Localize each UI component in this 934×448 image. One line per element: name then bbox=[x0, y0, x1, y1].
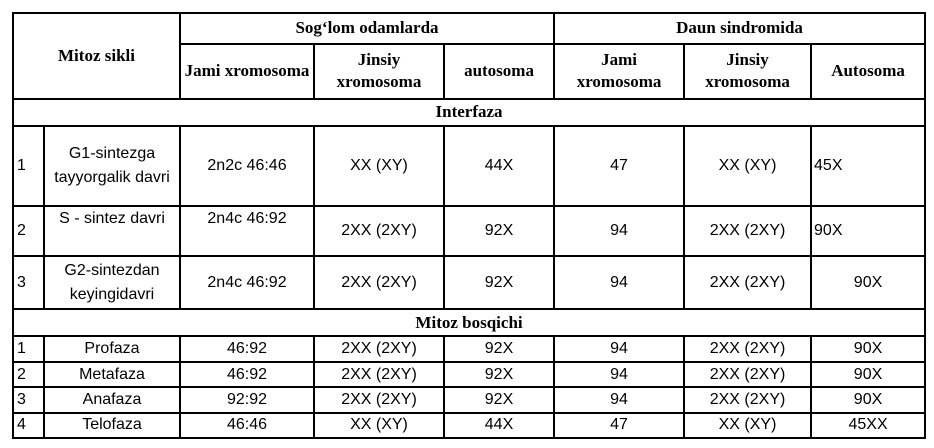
cell-sex: 2XX (2XY) bbox=[314, 336, 444, 361]
table-row bbox=[13, 256, 925, 309]
row-number: 3 bbox=[13, 256, 44, 309]
cell-down-total: 94 bbox=[554, 336, 684, 361]
cell-down-total: 94 bbox=[554, 206, 684, 256]
header-mitosis-cycle: Mitoz sikli bbox=[13, 13, 180, 99]
header-sex-chromosome-down: Jinsiy xromosoma bbox=[684, 44, 811, 99]
row-number: 1 bbox=[13, 336, 44, 361]
header-autosome: autosoma bbox=[444, 44, 554, 99]
cell-total: 46:92 bbox=[180, 362, 314, 387]
cell-sex: 2XX (2XY) bbox=[314, 206, 444, 256]
cell-down-sex: 2XX (2XY) bbox=[684, 206, 811, 256]
cell-down-autosome: 45XX bbox=[811, 413, 925, 438]
header-down-syndrome: Daun sindromida bbox=[554, 13, 925, 44]
cell-autosome: 92X bbox=[444, 206, 554, 256]
header-total-chromosome-down: Jami xromosoma bbox=[554, 44, 684, 99]
cell-sex: 2XX (2XY) bbox=[314, 387, 444, 412]
cell-down-sex: XX (XY) bbox=[684, 126, 811, 206]
cell-autosome: 92X bbox=[444, 387, 554, 412]
cell-total: 46:46 bbox=[180, 413, 314, 438]
cell-down-sex: 2XX (2XY) bbox=[684, 387, 811, 412]
phase-name: Profaza bbox=[44, 336, 180, 361]
cell-autosome: 92X bbox=[444, 336, 554, 361]
cell-total: 2n4c 46:92 bbox=[180, 206, 314, 256]
cell-down-total: 94 bbox=[554, 256, 684, 309]
mitosis-chromosome-table bbox=[12, 12, 926, 439]
header-total-chromosome: Jami xromosoma bbox=[180, 44, 314, 99]
header-row-1 bbox=[13, 13, 925, 44]
cell-total: 2n2c 46:46 bbox=[180, 126, 314, 206]
phase-name: Anafaza bbox=[44, 387, 180, 412]
section-row-interphase bbox=[13, 99, 925, 126]
cell-down-total: 94 bbox=[554, 362, 684, 387]
cell-down-sex: 2XX (2XY) bbox=[684, 336, 811, 361]
table-row bbox=[13, 387, 925, 412]
cell-down-autosome: 90X bbox=[811, 336, 925, 361]
cell-down-total: 94 bbox=[554, 387, 684, 412]
cell-autosome: 92X bbox=[444, 362, 554, 387]
cell-sex: 2XX (2XY) bbox=[314, 256, 444, 309]
cell-down-total: 47 bbox=[554, 126, 684, 206]
section-row-mitosis bbox=[13, 309, 925, 336]
header-autosome-down: Autosoma bbox=[811, 44, 925, 99]
cell-down-sex: 2XX (2XY) bbox=[684, 362, 811, 387]
cell-sex: XX (XY) bbox=[314, 126, 444, 206]
cell-down-sex: 2XX (2XY) bbox=[684, 256, 811, 309]
cell-autosome: 92X bbox=[444, 256, 554, 309]
phase-name: Metafaza bbox=[44, 362, 180, 387]
cell-total: 46:92 bbox=[180, 336, 314, 361]
cell-down-total: 47 bbox=[554, 413, 684, 438]
table-row bbox=[13, 206, 925, 256]
cell-autosome: 44X bbox=[444, 126, 554, 206]
row-number: 4 bbox=[13, 413, 44, 438]
row-number: 3 bbox=[13, 387, 44, 412]
row-number: 1 bbox=[13, 126, 44, 206]
cell-total: 92:92 bbox=[180, 387, 314, 412]
cell-autosome: 44X bbox=[444, 413, 554, 438]
cell-down-autosome: 90X bbox=[811, 256, 925, 309]
table-row bbox=[13, 126, 925, 206]
row-number: 2 bbox=[13, 206, 44, 256]
section-title-mitosis: Mitoz bosqichi bbox=[13, 309, 925, 336]
row-number: 2 bbox=[13, 362, 44, 387]
header-healthy-people: Sog‘lom odamlarda bbox=[180, 13, 554, 44]
phase-name: G1-sintezga tayyorgalik davri bbox=[44, 126, 180, 206]
header-sex-chromosome: Jinsiy xromosoma bbox=[314, 44, 444, 99]
table-row bbox=[13, 362, 925, 387]
phase-name: S - sintez davri bbox=[44, 206, 180, 256]
cell-sex: XX (XY) bbox=[314, 413, 444, 438]
table-row bbox=[13, 336, 925, 361]
cell-down-autosome: 90X bbox=[811, 206, 925, 256]
cell-down-autosome: 90X bbox=[811, 362, 925, 387]
cell-total: 2n4c 46:92 bbox=[180, 256, 314, 309]
cell-down-autosome: 90X bbox=[811, 387, 925, 412]
phase-name: G2-sintezdan keyingidavri bbox=[44, 256, 180, 309]
cell-sex: 2XX (2XY) bbox=[314, 362, 444, 387]
cell-down-autosome: 45X bbox=[811, 126, 925, 206]
table-row bbox=[13, 413, 925, 438]
section-title-interphase: Interfaza bbox=[13, 99, 925, 126]
phase-name: Telofaza bbox=[44, 413, 180, 438]
cell-down-sex: XX (XY) bbox=[684, 413, 811, 438]
